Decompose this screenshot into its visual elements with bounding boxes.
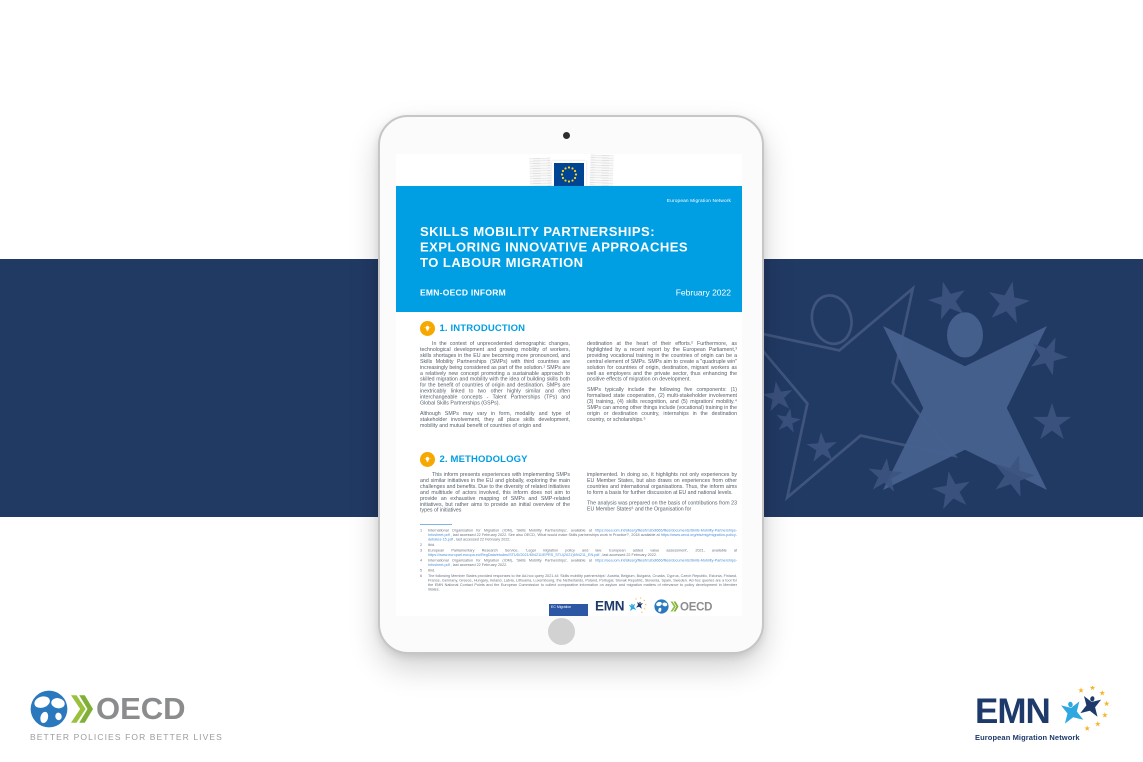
footnote-link[interactable]: https://www.europarl.europa.eu/RegData/etudes/STUD/2021/694211/EPRS_STU(2021)694211_EN.pdf [428, 552, 600, 557]
tablet-home-button [548, 618, 575, 645]
footnote-text: International Organisation for Migration (IOM), 'Skills Mobility Partnerships', available at [428, 528, 596, 533]
footnote-link[interactable]: https://www.oecd.org/els/mig/migration-policy-debates-15.pdf [428, 532, 737, 542]
tablet-camera-icon [563, 132, 570, 139]
paragraph: SMPs typically include the following five components: (1) formalised state cooperation, (2) multi-stakeholder involvement (3) training, (4) skills recognition, and (5) migration/ mobility.⁴ SMPs can among other things include (vocational) training in the origin or destination country, internships in the destination country, or scholarships.⁵ [587, 386, 737, 423]
emn-logo-small [595, 597, 647, 615]
footnote [420, 558, 737, 567]
emn-logo-text: EMN [595, 598, 625, 614]
document-date: February 2022 [675, 288, 731, 298]
oecd-logo-text: OECD [680, 599, 713, 613]
footnote-number: 1 [420, 528, 423, 533]
tablet-device [378, 115, 764, 654]
emn-figures-icon [1052, 686, 1110, 732]
oecd-globe-icon [30, 690, 68, 728]
oecd-logo-text: OECD [96, 691, 186, 726]
emn-figures-icon [624, 597, 647, 615]
document-subtitle: EMN-OECD INFORM [420, 288, 506, 298]
footnote-text: International Organisation for Migration (IOM), 'Skills Mobility Partnerships', available at [428, 558, 596, 563]
document-header [396, 186, 742, 312]
footnote-text: European Parliamentary Research Service, 'Legal migration policy and law: European added value assessment', 2021, available at [428, 548, 737, 553]
document-title [420, 224, 688, 271]
section-2-column-1 [420, 472, 570, 514]
oecd-globe-icon [654, 599, 669, 614]
lightbulb-icon [420, 452, 435, 467]
oecd-lockup [30, 690, 223, 742]
footnote-number: 5 [420, 568, 423, 573]
section-1-column-1 [420, 341, 570, 429]
footnote-number: 6 [420, 573, 423, 578]
footnote [420, 548, 737, 557]
footnote [420, 574, 737, 592]
footnote-text: , last accessed 22 February 2022. [453, 537, 511, 542]
eu-flag-icon [554, 163, 584, 186]
footnote-separator [420, 524, 452, 525]
footnote-number: 2 [420, 542, 423, 547]
footnote [420, 528, 737, 542]
document-footer [396, 596, 742, 616]
footnote-number: 4 [420, 558, 423, 563]
paragraph: destination at the heart of their efforts.² Furthermore, as highlighted by a recent report by the European Parliament,³ providing vocational training in the countries of origin can be a central element of SMPs. SMPs aim to create a "quadruple win" solution for countries of origin, destination, migrant workers as well as employers and the private sector, thus enhancing the positive effects of migration on development. [587, 340, 737, 383]
footnote-text: Ibid. [428, 542, 436, 547]
paragraph: implemented. In doing so, it highlights not only experiences by EU Member States, but also draws on experiences from other countries and international organisations. Thus, the inform aims to form a basis for further discussion at EU and national levels. [587, 471, 737, 496]
section-1-header [420, 321, 525, 336]
section-1-column-2 [587, 341, 737, 423]
lightbulb-icon [420, 321, 435, 336]
ec-migration-badge: EC Migration [549, 604, 588, 616]
section-2-title: 2. METHODOLOGY [439, 454, 528, 465]
footnote-text: The following Member States provided responses to the Ad-hoc query 2021.44 'Skills mobility partnerships': Austria, Belgium, Bulgaria, Croatia, Cyprus, Czech Republic, Estonia, Finland, France, Germany, Greece, Hungary, Ireland, Latvia, Lithuania, Luxembourg, the Netherlands, Poland, Portugal, Slovak Republic, Slovenia, Spain, Sweden. Ad-hoc queries are a tool for the EMN National Contact Points and the European Commission to collect comparative information on asylum and migration matters of relevance to policy development in Member States. [428, 573, 737, 592]
footnote-number: 3 [420, 548, 423, 553]
footnote-text: , last accessed 22 February 2022. [599, 552, 657, 557]
section-2-header [420, 452, 528, 467]
section-2-column-2 [587, 472, 737, 512]
paragraph: In the context of unprecedented demographic changes, technological development and growing mobility of workers, skills shortages in the EU are becoming more pronounced, and Skills Mobility Partnerships (SMPs) with third countries are increasingly being considered as part of the solution.¹ SMPs are a relatively new concept promoting a sustainable approach to skilled migration and mobility with the idea of building skills both for the benefit of countries of origin and destination. SMPs are inextricably linked to two other highly similar and often interchangeable concepts - Talent Partnerships (TPs) and Global Skills Partnerships (GSPs). [420, 340, 570, 407]
paragraph: The analysis was prepared on the basis of contributions from 23 EU Member States⁶ and the Organisation for [587, 499, 737, 512]
emn-tagline: European Migration Network [975, 733, 1080, 742]
emn-logo-text: EMN [975, 692, 1050, 731]
footnote-link[interactable]: https://eea.iom.int/sites/g/files/tmzbdl666/files/documents/Skills-Mobility-Partnerships-Infosheet.pdf [428, 528, 737, 537]
footnote-text: , last accessed 22 February 2022. [449, 562, 508, 567]
footnote-link[interactable]: https://eea.iom.int/sites/g/files/tmzbdl666/files/documents/Skills-Mobility-Partnerships-Infosheet.pdf [428, 558, 737, 567]
footnote-text: , last accessed 22 February 2022. See also OECD, 'What would make Skills partnerships work in Practice?', 2018 available at [449, 532, 661, 537]
footnote [420, 568, 737, 573]
title-line-1: SKILLS MOBILITY PARTNERSHIPS: [420, 224, 656, 239]
section-1-title: 1. INTRODUCTION [439, 323, 526, 334]
footnotes-list [420, 528, 737, 592]
oecd-chevrons-icon [671, 601, 679, 613]
emn-lockup [975, 686, 1121, 742]
network-label: European Migration Network [666, 198, 731, 204]
paragraph: Although SMPs may vary in form, modality and type of stakeholder involvement, they all place skills development, mobility and mutual benefit of countries of origin and [420, 410, 570, 429]
footnote-text: Ibid. [428, 568, 436, 573]
paragraph: This inform presents experiences with implementing SMPs and similar initiatives in the EU and globally, exploring the main challenges and benefits. Due to the diversity of related initiatives and multitude of actors involved, this inform does not aim to provide an exhaustive mapping of SMPs and SMP-related initiatives, but rather aims to provide an initial overview of the types of initiatives [420, 471, 570, 514]
title-line-2: EXPLORING INNOVATIVE APPROACHES [420, 239, 689, 255]
inform-document-page [396, 154, 742, 616]
oecd-tagline: BETTER POLICIES FOR BETTER LIVES [30, 732, 223, 742]
footnote [420, 543, 737, 548]
oecd-logo-small [654, 599, 712, 614]
title-line-3: TO LABOUR MIGRATION [420, 255, 584, 270]
oecd-chevrons-icon [71, 693, 93, 725]
